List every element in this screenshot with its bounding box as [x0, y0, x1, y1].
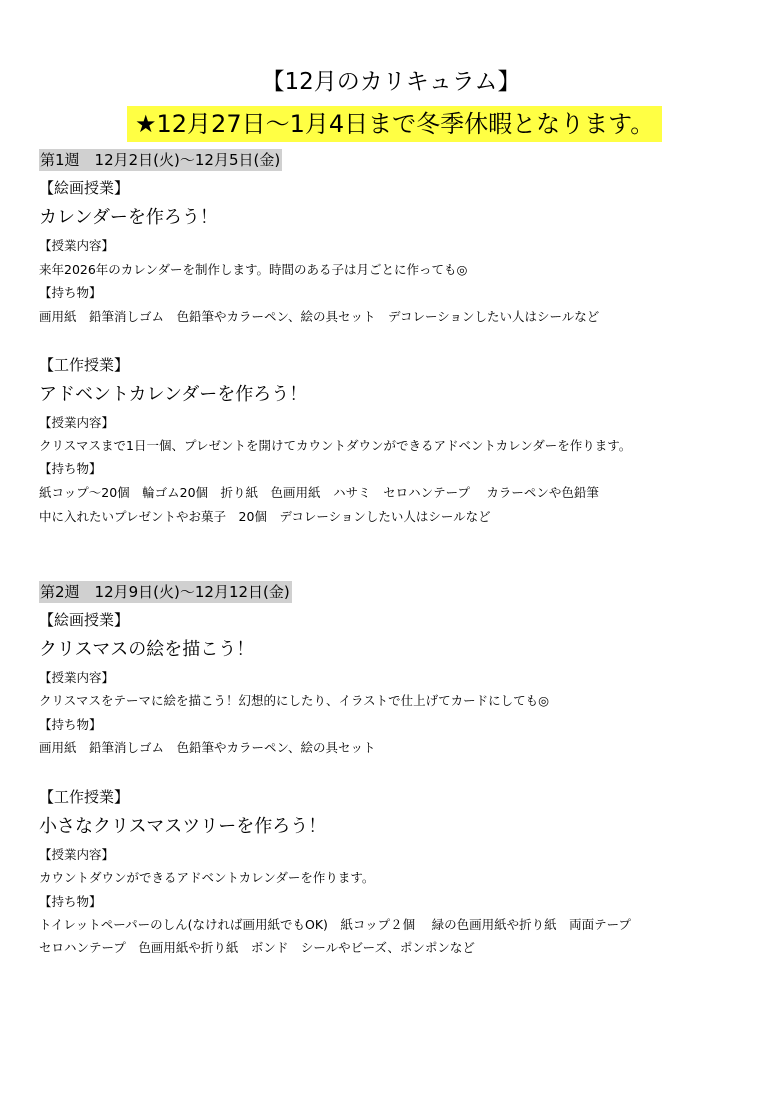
week-1-craft-items-line-2: 中に入れたいプレゼントやお菓子 20個 デコレーションしたい人はシールなど [39, 509, 491, 524]
week-1-drawing-items-label: 【持ち物】 [39, 285, 102, 300]
week-2-craft-content-label: 【授業内容】 [39, 847, 115, 862]
week-2-craft-content: カウントダウンができるアドベントカレンダーを作ります。 [39, 870, 375, 885]
week-2-drawing-content-label: 【授業内容】 [39, 670, 115, 685]
week-2-craft-items-label: 【持ち物】 [39, 894, 102, 909]
week-1-craft-project: アドベントカレンダーを作ろう！ [39, 384, 308, 405]
week-2-heading: 第2週 12月9日(火)〜12月12日(金) [40, 583, 290, 601]
week-2-drawing-items-line-1: 画用紙 鉛筆消しゴム 色鉛筆やカラーペン、絵の具セット [39, 740, 376, 755]
week-1-drawing-content: 来年2026年のカレンダーを制作します。時間のある子は月ごとに作っても◎ [39, 262, 468, 277]
week-1-drawing-project: カレンダーを作ろう！ [39, 207, 218, 228]
week-2-drawing-content: クリスマスをテーマに絵を描こう！幻想的にしたり、イラストで仕上げてカードにしても◎ [39, 693, 550, 708]
week-1-craft-section: 【工作授業】 [39, 356, 130, 374]
week-1-craft-items-line-1: 紙コップ〜20個 輪ゴム20個 折り紙 色画用紙 ハサミ セロハンテープ カラーペンや色鉛筆 [39, 485, 599, 500]
week-2-craft-project: 小さなクリスマスツリーを作ろう！ [39, 816, 327, 837]
week-2-drawing-items-label: 【持ち物】 [39, 717, 102, 732]
week-2-craft-items-line-2: セロハンテープ 色画用紙や折り紙 ボンド シールやビーズ、ポンポンなど [39, 940, 475, 955]
week-1-craft-content: クリスマスまで1日一個、プレゼントを開けてカウントダウンができるアドベントカレンダーを作ります。 [39, 438, 632, 453]
week-2-craft-section: 【工作授業】 [39, 788, 130, 806]
page-title: 【12月のカリキュラム】 [261, 69, 521, 95]
week-1-craft-items-label: 【持ち物】 [39, 461, 102, 476]
week-2-drawing-section: 【絵画授業】 [39, 611, 130, 629]
week-2-drawing-project: クリスマスの絵を描こう！ [39, 639, 255, 660]
week-1-heading: 第1週 12月2日(火)〜12月5日(金) [40, 151, 281, 169]
week-1-drawing-content-label: 【授業内容】 [39, 238, 115, 253]
week-1-craft-content-label: 【授業内容】 [39, 415, 115, 430]
week-1-drawing-items-line-1: 画用紙 鉛筆消しゴム 色鉛筆やカラーペン、絵の具セット デコレーションしたい人はシールなど [39, 309, 600, 324]
week-1-drawing-section: 【絵画授業】 [39, 179, 130, 197]
week-2-craft-items-line-1: トイレットペーパーのしん(なければ画用紙でもOK) 紙コップ２個 緑の色画用紙や折り紙 両面テープ [39, 917, 632, 932]
holiday-notice: ★12月27日〜1月4日まで冬季休暇となります。 [127, 106, 662, 142]
